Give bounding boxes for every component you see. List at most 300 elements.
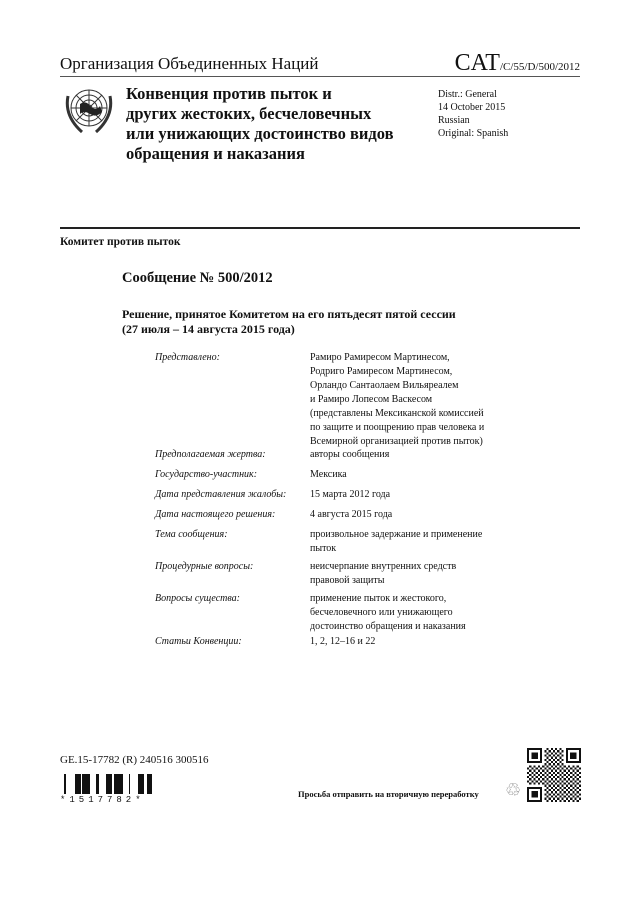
qr-module	[544, 793, 546, 795]
qr-module	[531, 780, 533, 782]
qr-module	[551, 791, 553, 793]
qr-module	[564, 796, 566, 798]
qr-module	[579, 767, 581, 769]
qr-module	[566, 748, 568, 750]
qr-module	[546, 791, 548, 793]
qr-module	[544, 750, 546, 752]
document-symbol	[455, 50, 580, 77]
qr-module	[575, 761, 577, 763]
qr-module	[559, 783, 561, 785]
qr-module	[566, 761, 568, 763]
qr-module	[536, 796, 538, 798]
qr-module	[555, 774, 557, 776]
qr-module	[559, 765, 561, 767]
qr-module	[579, 754, 581, 756]
qr-module	[575, 754, 577, 756]
qr-module	[559, 752, 561, 754]
row-value-line: (представлены Мексиканской комиссией	[310, 408, 484, 419]
qr-module	[566, 776, 568, 778]
qr-module	[555, 783, 557, 785]
decision-heading	[122, 307, 522, 337]
qr-module	[538, 783, 540, 785]
qr-module	[538, 748, 540, 750]
qr-module	[570, 798, 572, 800]
barcode-bar	[118, 774, 120, 794]
qr-module	[577, 761, 579, 763]
barcode-bar	[120, 774, 123, 794]
qr-module	[557, 767, 559, 769]
qr-module	[562, 798, 564, 800]
qr-module	[559, 748, 561, 750]
qr-module	[575, 767, 577, 769]
qr-module	[568, 778, 570, 780]
qr-module	[575, 772, 577, 774]
qr-module	[553, 793, 555, 795]
qr-module	[572, 761, 574, 763]
qr-module	[542, 765, 544, 767]
qr-module	[546, 796, 548, 798]
qr-module	[536, 757, 538, 759]
qr-module	[559, 761, 561, 763]
qr-module	[538, 778, 540, 780]
row-value	[310, 635, 525, 649]
qr-module	[566, 759, 568, 761]
qr-module	[579, 752, 581, 754]
qr-module	[562, 754, 564, 756]
qr-module	[564, 770, 566, 772]
qr-module	[527, 761, 529, 763]
qr-module	[542, 770, 544, 772]
row-value	[310, 448, 525, 462]
qr-module	[529, 761, 531, 763]
qr-module	[536, 767, 538, 769]
qr-module	[551, 748, 553, 750]
row-value-line: правовой защиты	[310, 575, 385, 586]
row-value	[310, 560, 525, 588]
qr-module	[540, 787, 542, 789]
qr-module	[575, 776, 577, 778]
qr-module	[555, 748, 557, 750]
qr-module	[579, 798, 581, 800]
qr-module	[529, 800, 531, 802]
qr-module	[555, 761, 557, 763]
qr-module	[564, 774, 566, 776]
qr-module	[540, 767, 542, 769]
qr-module	[540, 759, 542, 761]
qr-module	[531, 796, 533, 798]
barcode-bar	[96, 774, 99, 794]
qr-module	[544, 776, 546, 778]
qr-module	[570, 748, 572, 750]
qr-module	[557, 750, 559, 752]
qr-module	[562, 789, 564, 791]
qr-module	[572, 778, 574, 780]
qr-module	[555, 791, 557, 793]
qr-module	[540, 757, 542, 759]
qr-code-icon	[527, 748, 581, 802]
qr-module	[551, 761, 553, 763]
row-label: Представлено:	[155, 352, 220, 363]
qr-module	[531, 793, 533, 795]
qr-module	[533, 765, 535, 767]
qr-module	[575, 780, 577, 782]
qr-module	[577, 748, 579, 750]
qr-module	[577, 800, 579, 802]
qr-module	[568, 770, 570, 772]
qr-module	[570, 757, 572, 759]
qr-module	[570, 772, 572, 774]
qr-module	[540, 754, 542, 756]
qr-module	[549, 789, 551, 791]
barcode-bar	[108, 774, 111, 794]
title-line: других жестоких, бесчеловечных	[126, 104, 372, 123]
committee-name: Комитет против пыток	[60, 236, 181, 248]
qr-module	[538, 787, 540, 789]
qr-module	[531, 767, 533, 769]
qr-module	[551, 765, 553, 767]
qr-module	[557, 789, 559, 791]
qr-module	[553, 750, 555, 752]
qr-module	[559, 757, 561, 759]
qr-module	[562, 767, 564, 769]
qr-module	[544, 754, 546, 756]
qr-module	[549, 798, 551, 800]
qr-module	[536, 761, 538, 763]
row-label: Дата настоящего решения:	[155, 509, 276, 520]
qr-module	[540, 800, 542, 802]
barcode-bar	[141, 774, 142, 794]
qr-module	[527, 791, 529, 793]
qr-module	[575, 752, 577, 754]
qr-module	[529, 770, 531, 772]
barcode-bar	[75, 774, 76, 794]
qr-module	[572, 791, 574, 793]
qr-module	[568, 783, 570, 785]
qr-module	[544, 759, 546, 761]
qr-module	[577, 787, 579, 789]
qr-module	[533, 787, 535, 789]
row-label: Тема сообщения:	[155, 529, 228, 540]
qr-module	[536, 772, 538, 774]
title-line: или унижающих достоинство видов	[126, 124, 394, 143]
qr-module	[549, 763, 551, 765]
qr-module	[533, 774, 535, 776]
qr-module	[555, 757, 557, 759]
qr-module	[579, 750, 581, 752]
qr-module	[538, 765, 540, 767]
qr-module	[577, 765, 579, 767]
qr-module	[527, 800, 529, 802]
qr-module	[568, 761, 570, 763]
qr-module	[566, 757, 568, 759]
row-value	[310, 468, 525, 482]
row-value-line: применение пыток и жестокого,	[310, 593, 447, 604]
qr-module	[549, 776, 551, 778]
qr-module	[533, 778, 535, 780]
qr-module	[536, 752, 538, 754]
qr-module	[536, 793, 538, 795]
barcode-bar	[111, 774, 112, 794]
qr-module	[546, 787, 548, 789]
qr-module	[570, 752, 572, 754]
qr-module	[531, 748, 533, 750]
decision-line: Решение, принятое Комитетом на его пятьдесят пятой сессии	[122, 307, 456, 321]
symbol-main: CAT	[454, 50, 500, 76]
title-line: обращения и наказания	[126, 144, 305, 163]
qr-module	[553, 789, 555, 791]
row-value	[310, 488, 525, 502]
qr-module	[555, 778, 557, 780]
qr-module	[579, 757, 581, 759]
barcode-bar	[76, 774, 78, 794]
qr-module	[529, 778, 531, 780]
qr-module	[557, 772, 559, 774]
qr-module	[538, 770, 540, 772]
qr-module	[559, 791, 561, 793]
qr-module	[551, 774, 553, 776]
qr-module	[533, 783, 535, 785]
qr-module	[572, 787, 574, 789]
qr-module	[570, 780, 572, 782]
qr-module	[553, 754, 555, 756]
qr-module	[527, 776, 529, 778]
qr-module	[577, 774, 579, 776]
qr-module	[577, 770, 579, 772]
row-value-line: произвольное задержание и применение	[310, 529, 483, 540]
qr-module	[527, 793, 529, 795]
qr-module	[538, 774, 540, 776]
recycle-text: Просьба отправить на вторичную переработку	[298, 789, 479, 799]
qr-module	[546, 774, 548, 776]
qr-module	[538, 761, 540, 763]
qr-module	[544, 780, 546, 782]
qr-module	[540, 750, 542, 752]
qr-module	[562, 780, 564, 782]
qr-module	[566, 752, 568, 754]
qr-module	[529, 748, 531, 750]
title-rule	[60, 227, 580, 229]
qr-module	[549, 767, 551, 769]
qr-module	[546, 761, 548, 763]
qr-module	[553, 772, 555, 774]
barcode-bar	[82, 774, 84, 794]
qr-module	[527, 748, 529, 750]
qr-module	[529, 765, 531, 767]
row-value	[310, 592, 525, 634]
qr-module	[527, 796, 529, 798]
qr-module	[527, 750, 529, 752]
qr-module	[527, 759, 529, 761]
qr-module	[542, 778, 544, 780]
qr-module	[555, 765, 557, 767]
qr-module	[538, 800, 540, 802]
qr-module	[549, 793, 551, 795]
qr-module	[579, 785, 581, 787]
qr-module	[557, 793, 559, 795]
qr-module	[533, 757, 535, 759]
qr-module	[570, 793, 572, 795]
qr-module	[566, 750, 568, 752]
un-emblem-icon	[62, 82, 116, 136]
qr-module	[566, 793, 568, 795]
qr-module	[536, 800, 538, 802]
qr-module	[553, 759, 555, 761]
qr-module	[566, 772, 568, 774]
qr-module	[553, 767, 555, 769]
qr-module	[572, 752, 574, 754]
qr-module	[544, 785, 546, 787]
qr-module	[540, 772, 542, 774]
qr-module	[562, 776, 564, 778]
qr-module	[568, 765, 570, 767]
communication-heading: Сообщение № 500/2012	[122, 270, 273, 286]
barcode-bar	[117, 774, 118, 794]
row-value-line: Родриго Рамиресом Мартинесом,	[310, 366, 453, 377]
qr-module	[553, 798, 555, 800]
barcode-bar	[106, 774, 108, 794]
qr-module	[549, 785, 551, 787]
barcode-bar	[84, 774, 87, 794]
language-line: Russian	[438, 115, 470, 126]
qr-module	[575, 757, 577, 759]
row-value-line: бесчеловечного или унижающего	[310, 607, 453, 618]
barcode-bar	[88, 774, 90, 794]
qr-module	[568, 800, 570, 802]
row-label: Дата представления жалобы:	[155, 489, 287, 500]
qr-module	[577, 791, 579, 793]
qr-module	[579, 761, 581, 763]
row-value-line: пыток	[310, 543, 337, 554]
qr-module	[540, 796, 542, 798]
qr-module	[551, 757, 553, 759]
qr-module	[531, 757, 533, 759]
distr-line: Distr.: General	[438, 89, 497, 100]
qr-module	[559, 778, 561, 780]
qr-module	[527, 772, 529, 774]
qr-module	[533, 752, 535, 754]
qr-module	[557, 763, 559, 765]
barcode-bar	[64, 774, 66, 794]
qr-module	[579, 780, 581, 782]
qr-module	[559, 774, 561, 776]
qr-module	[551, 752, 553, 754]
qr-module	[577, 796, 579, 798]
qr-module	[555, 770, 557, 772]
qr-module	[564, 787, 566, 789]
qr-module	[544, 767, 546, 769]
qr-module	[549, 754, 551, 756]
row-value-line: достоинство обращения и наказания	[310, 621, 466, 632]
qr-module	[551, 800, 553, 802]
qr-module	[577, 783, 579, 785]
qr-module	[540, 752, 542, 754]
qr-module	[562, 785, 564, 787]
qr-module	[575, 785, 577, 787]
qr-module	[527, 757, 529, 759]
document-title	[126, 84, 393, 164]
qr-module	[536, 776, 538, 778]
qr-module	[572, 800, 574, 802]
qr-module	[533, 754, 535, 756]
qr-module	[540, 776, 542, 778]
qr-module	[572, 770, 574, 772]
barcode-bar	[142, 774, 144, 794]
qr-module	[555, 796, 557, 798]
qr-module	[570, 785, 572, 787]
qr-module	[579, 748, 581, 750]
qr-module	[536, 780, 538, 782]
title-line: Конвенция против пыток и	[126, 84, 332, 103]
barcode-bar	[147, 774, 148, 794]
qr-module	[566, 780, 568, 782]
qr-module	[562, 763, 564, 765]
qr-module	[564, 800, 566, 802]
qr-module	[564, 765, 566, 767]
qr-module	[566, 785, 568, 787]
qr-module	[568, 791, 570, 793]
qr-module	[566, 754, 568, 756]
qr-module	[557, 780, 559, 782]
job-number: GE.15-17782 (R) 240516 300516	[60, 754, 209, 766]
qr-module	[570, 754, 572, 756]
qr-module	[549, 750, 551, 752]
qr-module	[555, 752, 557, 754]
qr-module	[549, 759, 551, 761]
original-line: Original: Spanish	[438, 128, 509, 139]
qr-module	[564, 783, 566, 785]
header-rule	[60, 76, 580, 77]
qr-module	[575, 793, 577, 795]
qr-module	[546, 783, 548, 785]
qr-module	[572, 796, 574, 798]
row-value-line: 4 августа 2015 года	[310, 509, 393, 520]
qr-module	[527, 798, 529, 800]
qr-module	[579, 776, 581, 778]
qr-module	[572, 757, 574, 759]
qr-module	[572, 774, 574, 776]
qr-module	[553, 785, 555, 787]
qr-module	[531, 787, 533, 789]
row-value-line: 15 марта 2012 года	[310, 489, 391, 500]
qr-module	[568, 796, 570, 798]
barcode-bar	[150, 774, 152, 794]
qr-module	[546, 752, 548, 754]
qr-module	[570, 776, 572, 778]
qr-module	[579, 793, 581, 795]
row-value-line: и Рамиро Лопесом Васкесом	[310, 394, 433, 405]
qr-module	[557, 785, 559, 787]
qr-module	[531, 761, 533, 763]
qr-module	[546, 748, 548, 750]
barcode-text: *1517782*	[60, 795, 145, 805]
distribution-info	[438, 88, 508, 140]
row-label: Предполагаемая жертва:	[155, 449, 266, 460]
qr-module	[577, 778, 579, 780]
barcode-bar	[78, 774, 81, 794]
qr-module	[533, 791, 535, 793]
qr-module	[575, 798, 577, 800]
qr-module	[570, 761, 572, 763]
qr-module	[557, 798, 559, 800]
row-value-line: Мексика	[310, 469, 347, 480]
qr-module	[540, 791, 542, 793]
qr-module	[527, 789, 529, 791]
qr-module	[579, 772, 581, 774]
qr-module	[544, 772, 546, 774]
qr-module	[553, 780, 555, 782]
row-value-line: неисчерпание внутренних средств	[310, 561, 457, 572]
qr-module	[531, 752, 533, 754]
